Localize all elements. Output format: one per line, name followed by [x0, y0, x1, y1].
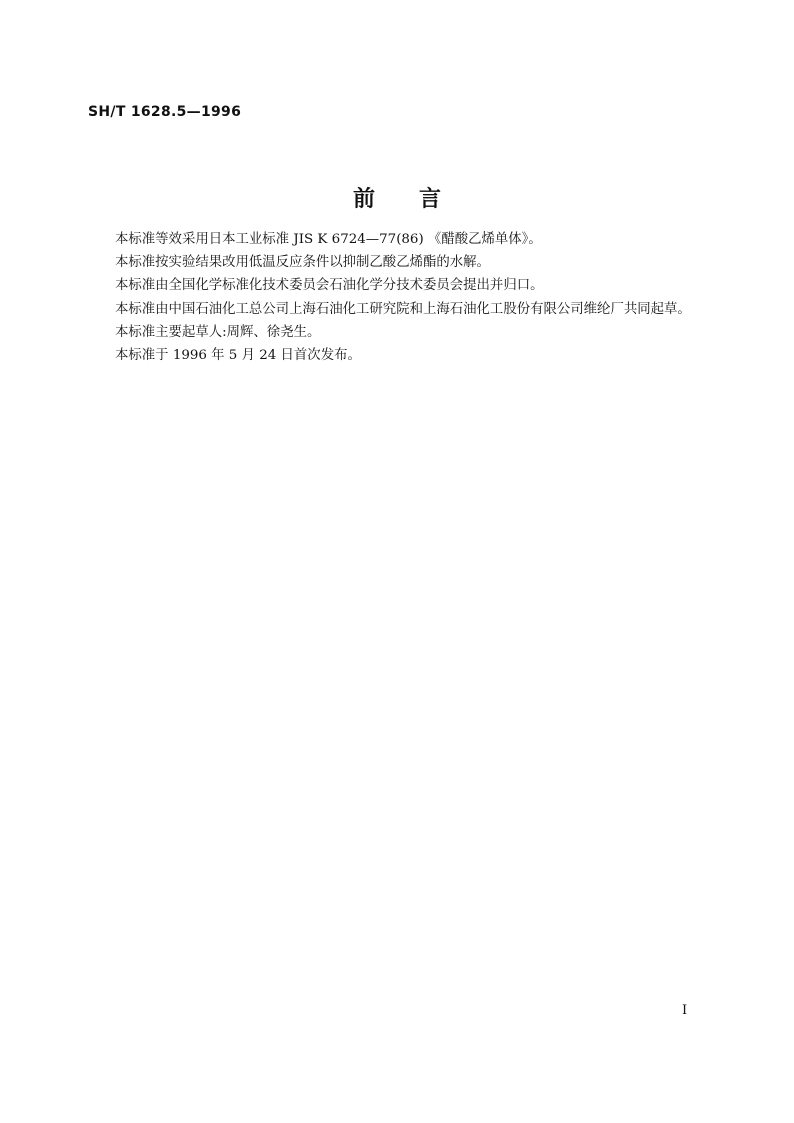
paragraph-proposer: 本标准由全国化学标准化技术委员会石油化学分技术委员会提出并归口。: [115, 278, 544, 294]
paragraph-equivalence: 本标准等效采用日本工业标准 JIS K 6724—77(86) 《醋酸乙烯单体》。: [115, 232, 542, 247]
paragraph-drafting-units: 本标准由中国石油化工总公司上海石油化工研究院和上海石油化工股份有限公司维纶厂共同起草。: [115, 301, 691, 317]
document-code: SH/T 1628.5—1996: [88, 104, 242, 120]
paragraph-test-conditions: 本标准按实验结果改用低温反应条件以抑制乙酸乙烯酯的水解。: [115, 255, 490, 271]
foreword-body: [88, 228, 712, 367]
section-title: 前言: [352, 187, 485, 212]
paragraph-release-date: 本标准于 1996 年 5 月 24 日首次发布。: [115, 348, 361, 364]
paragraph-drafters: 本标准主要起草人:周辉、徐尧生。: [115, 324, 321, 340]
page-number: I: [682, 1003, 688, 1018]
